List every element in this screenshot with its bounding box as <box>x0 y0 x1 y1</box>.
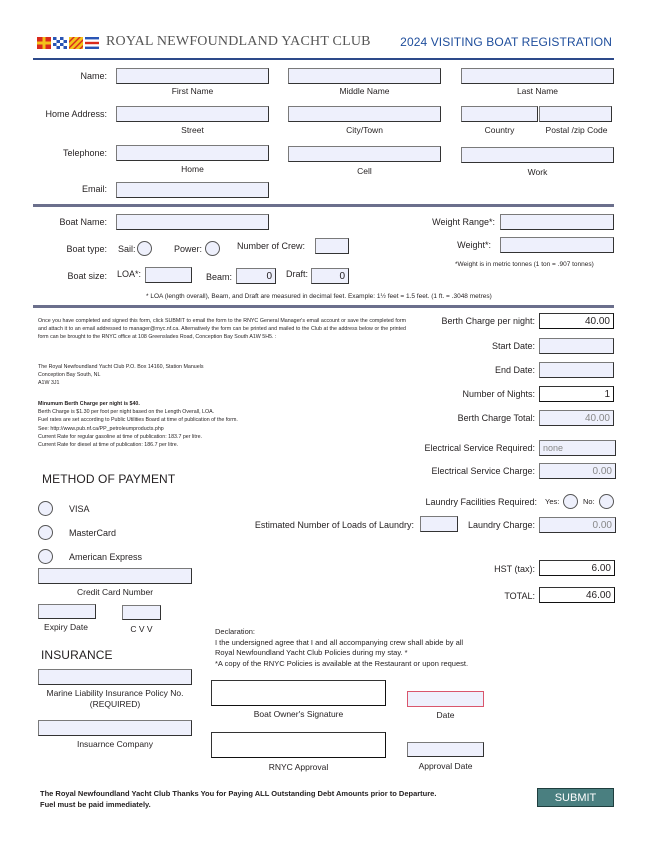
insurance-company-caption: Insuarnce Company <box>76 739 154 749</box>
power-label: Power: <box>174 244 203 254</box>
weight-input[interactable] <box>500 237 614 253</box>
insurance-policy-input[interactable] <box>38 669 192 685</box>
boat-owner-signature-field[interactable] <box>211 680 386 706</box>
form-title: 2024 VISITING BOAT REGISTRATION <box>400 35 612 49</box>
rate-line-4: Current Rate for regular gasoline at time of publication: 183.7 per litre. <box>38 433 202 440</box>
expiry-date-input[interactable] <box>38 604 96 619</box>
laundry-charge-input <box>539 517 616 533</box>
end-date-label: End Date: <box>494 365 535 375</box>
insurance-heading: INSURANCE <box>41 648 113 662</box>
laundry-required-label: Laundry Facilities Required: <box>425 497 537 507</box>
instructions-paragraph: Once you have completed and signed this form, click SUBMIT to email the form to the RNYC General Manager's email account or save the completed form and attach it to an email addressed to manager@rnyc.nf.ca. Alternatively the form can be printed and mailed to the Club at the address below or the printed form can be brought to the RNYC office at 108 Greenslades Road, Conception Bay South A1W 5H5. : <box>38 318 406 341</box>
sail-label: Sail: <box>118 244 136 254</box>
weight-range-input[interactable] <box>500 214 614 230</box>
club-name: ROYAL NEWFOUNDLAND YACHT CLUB <box>106 34 371 49</box>
thanks-line-1: The Royal Newfoundland Yacht Club Thanks You for Paying ALL Outstanding Debt Amounts prior to Departure. <box>40 789 437 798</box>
crew-count-input[interactable] <box>315 238 349 254</box>
flag-r-icon <box>37 37 51 49</box>
payment-heading: METHOD OF PAYMENT <box>42 472 176 486</box>
weight-range-label: Weight Range*: <box>432 217 495 227</box>
boat-name-label: Boat Name: <box>59 217 107 227</box>
date-caption: Date <box>436 710 455 720</box>
laundry-no-radio[interactable] <box>599 494 614 509</box>
total-input <box>539 587 615 603</box>
laundry-loads-label: Estimated Number of Loads of Laundry: <box>254 520 414 530</box>
address-line-2: Conception Bay South, NL <box>38 372 101 379</box>
hst-input <box>539 560 615 576</box>
nights-label: Number of Nights: <box>462 389 535 399</box>
rate-line-2: Fuel rates are set according to Public Utilities Board at time of publication of the form. <box>38 417 238 424</box>
hst-label: HST (tax): <box>494 564 535 574</box>
phone-cell-input[interactable] <box>288 146 441 162</box>
berth-total-input <box>539 410 614 426</box>
start-date-label: Start Date: <box>491 341 535 351</box>
country-input[interactable] <box>461 106 538 122</box>
last-name-input[interactable] <box>461 68 614 84</box>
loa-input[interactable] <box>145 267 192 283</box>
min-charge-text: Minumum Berth Charge per night is $40. <box>38 401 140 407</box>
power-radio[interactable] <box>205 241 220 256</box>
email-label: Email: <box>81 184 107 194</box>
declaration-line-3: *A copy of the RNYC Policies is available at the Restaurant or upon request. <box>215 658 469 668</box>
rate-info <box>38 400 378 449</box>
mailing-address <box>38 363 378 388</box>
loa-label: LOA*: <box>117 269 142 279</box>
electrical-required-label: Electrical Service Required: <box>424 443 535 453</box>
nights-input[interactable] <box>539 386 614 402</box>
berth-per-night-input[interactable] <box>539 313 614 329</box>
approval-caption: RNYC Approval <box>268 762 329 772</box>
insurance-company-input[interactable] <box>38 720 192 736</box>
home-address-label: Home Address: <box>45 109 107 119</box>
home-caption: Home <box>181 164 204 174</box>
policy-caption-line-2: (REQUIRED) <box>89 699 141 709</box>
visa-radio[interactable] <box>38 501 53 516</box>
declaration-line-1: I the undersigned agree that I and all accompanying crew shall abide by all <box>215 637 464 647</box>
thanks-line-2: Fuel must be paid immediately. <box>40 799 151 809</box>
phone-home-input[interactable] <box>116 145 269 161</box>
electrical-charge-label: Electrical Service Charge: <box>431 466 535 476</box>
visa-label: VISA <box>69 504 90 514</box>
declaration-line-2: Royal Newfoundland Yacht Club Policies during my stay. * <box>215 648 408 657</box>
laundry-loads-input[interactable] <box>420 516 458 532</box>
street-input[interactable] <box>116 106 269 122</box>
laundry-yes-radio[interactable] <box>563 494 578 509</box>
rate-line-3: See: http://www.pub.nf.ca/PP_petroleumproducts.php <box>38 425 164 432</box>
rate-line-5: Current Rate for diesel at time of publication: 186.7 per litre. <box>38 442 179 449</box>
berth-total-label: Berth Charge Total: <box>457 413 535 423</box>
electrical-charge-input <box>539 463 616 479</box>
electrical-required-select[interactable] <box>539 440 616 456</box>
middle-name-input[interactable] <box>288 68 441 84</box>
signature-caption: Boat Owner's Signature <box>253 709 344 719</box>
country-caption: Country <box>484 125 515 135</box>
header <box>0 0 653 60</box>
street-caption: Street <box>181 125 204 135</box>
telephone-label: Telephone: <box>62 148 107 158</box>
draft-input[interactable] <box>311 268 349 284</box>
city-input[interactable] <box>288 106 441 122</box>
submit-button[interactable]: SUBMIT <box>537 788 614 807</box>
laundry-charge-label: Laundry Charge: <box>467 520 535 530</box>
cell-caption: Cell <box>357 166 372 176</box>
email-input[interactable] <box>116 182 269 198</box>
crew-label: Number of Crew: <box>237 241 306 251</box>
work-caption: Work <box>527 167 548 177</box>
laundry-yes-label: Yes: <box>545 497 560 506</box>
last-name-caption: Last Name <box>516 86 559 96</box>
name-label: Name: <box>80 71 107 81</box>
amex-radio[interactable] <box>38 549 53 564</box>
flag-c-icon <box>85 37 99 49</box>
boat-name-input[interactable] <box>116 214 269 230</box>
phone-work-input[interactable] <box>461 147 614 163</box>
laundry-no-label: No: <box>583 497 595 506</box>
rnyc-approval-field[interactable] <box>211 732 386 758</box>
address-line-3: A1W 3J1 <box>38 380 60 387</box>
declaration <box>215 627 468 669</box>
cvv-input[interactable] <box>122 605 161 620</box>
signal-flags-icon <box>37 37 101 49</box>
footer-thanks <box>40 789 436 810</box>
rate-line-1: Berth Charge is $1.30 per foot per night based on the Length Overall, LOA. <box>38 409 215 416</box>
first-name-input[interactable] <box>116 68 269 84</box>
credit-card-number-input[interactable] <box>38 568 192 584</box>
sail-radio[interactable] <box>137 241 152 256</box>
end-date-input[interactable] <box>539 362 614 378</box>
berth-per-night-label: Berth Charge per night: <box>441 316 535 326</box>
beam-input[interactable] <box>236 268 276 284</box>
draft-label: Draft: <box>286 269 309 279</box>
middle-name-caption: Middle Name <box>339 86 390 96</box>
mastercard-label: MasterCard <box>69 528 117 538</box>
header-divider <box>33 58 614 60</box>
start-date-input[interactable] <box>539 338 614 354</box>
boat-size-label: Boat size: <box>67 271 107 281</box>
policy-caption-line-1: Marine Liability Insurance Policy No. <box>46 688 184 698</box>
boat-type-label: Boat type: <box>66 244 107 254</box>
postal-code-input[interactable] <box>539 106 612 122</box>
postal-caption: Postal /zip Code <box>545 125 608 135</box>
flag-y-icon <box>69 37 83 49</box>
cvv-caption: C V V <box>130 624 153 634</box>
declaration-heading: Declaration: <box>215 627 256 636</box>
credit-card-caption: Credit Card Number <box>76 587 154 597</box>
approval-date-caption: Approval Date <box>418 761 473 771</box>
flag-n-icon <box>53 37 67 49</box>
approval-date-input[interactable] <box>407 742 484 757</box>
total-label: TOTAL: <box>504 591 535 601</box>
weight-note: *Weight is in metric tonnes (1 ton = .907 tonnes) <box>455 261 594 268</box>
amex-label: American Express <box>69 552 143 562</box>
section-divider-boat <box>33 204 614 207</box>
first-name-caption: First Name <box>171 86 214 96</box>
mastercard-radio[interactable] <box>38 525 53 540</box>
weight-label: Weight*: <box>457 240 491 250</box>
section-divider-charges <box>33 305 614 308</box>
beam-label: Beam: <box>206 272 233 282</box>
expiry-caption: Expiry Date <box>44 622 88 632</box>
size-note: * LOA (length overall), Beam, and Draft are measured in decimal feet. Example: 1½ feet = 1.5 feet. (1 ft. = .3048 metres) <box>146 293 492 300</box>
address-line-1: The Royal Newfoundland Yacht Club P.O. Box 14160, Station Manuels <box>38 364 204 370</box>
city-caption: City/Town <box>346 125 383 135</box>
signature-date-input[interactable] <box>407 691 484 707</box>
